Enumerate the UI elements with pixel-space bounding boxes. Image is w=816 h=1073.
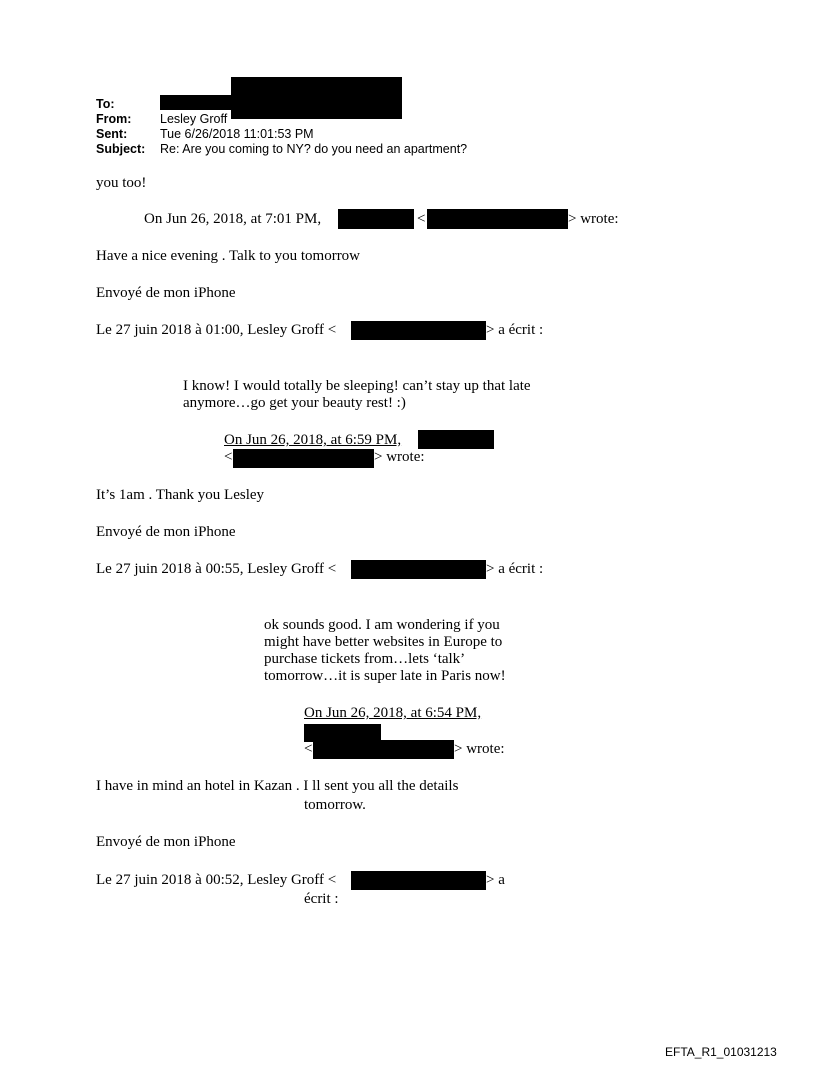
redaction-box (427, 209, 568, 229)
quoted-text: tomorrow…it is super late in Paris now! (264, 668, 506, 684)
quoted-text: anymore…go get your beauty rest! :) (183, 395, 406, 411)
quote-header-suffix: > wrote: (374, 449, 425, 465)
quote-header-suffix: > wrote: (568, 211, 619, 227)
quoted-text: might have better websites in Europe to (264, 634, 503, 650)
redaction-box (231, 77, 402, 119)
quote-header-suffix: > a écrit : (486, 561, 544, 577)
quote-header: Le 27 juin 2018 à 00:55, Lesley Groff < (96, 561, 337, 577)
quoted-text: purchase tickets from…lets ‘talk’ (264, 651, 466, 667)
redaction-box (233, 449, 374, 468)
sent-value: Tue 6/26/2018 11:01:53 PM (160, 127, 314, 141)
quote-header: Le 27 juin 2018 à 01:00, Lesley Groff < (96, 322, 337, 338)
quoted-text: I know! I would totally be sleeping! can’t stay up that late (183, 378, 531, 394)
message-text: tomorrow. (304, 797, 366, 813)
reply-text: you too! (96, 175, 147, 191)
sent-label: Sent: (96, 127, 128, 141)
quote-header-lt: < (304, 741, 313, 757)
quote-header-continued: écrit : (304, 891, 339, 907)
redaction-box (160, 95, 240, 110)
from-label: From: (96, 112, 132, 126)
quote-header-suffix: > wrote: (454, 741, 505, 757)
quote-header: Le 27 juin 2018 à 00:52, Lesley Groff < (96, 872, 337, 888)
redaction-box (313, 740, 454, 759)
to-label: To: (96, 97, 115, 111)
redaction-box (351, 560, 486, 579)
quote-header: On Jun 26, 2018, at 7:01 PM, (144, 211, 322, 227)
quote-header-suffix: > a (486, 872, 505, 888)
quote-header-lt: < (224, 449, 233, 465)
subject-label: Subject: (96, 142, 146, 156)
message-text: Have a nice evening . Talk to you tomorrow (96, 248, 361, 264)
signature: Envoyé de mon iPhone (96, 285, 236, 301)
signature: Envoyé de mon iPhone (96, 834, 236, 850)
signature: Envoyé de mon iPhone (96, 524, 236, 540)
from-value: Lesley Groff (160, 112, 228, 126)
quote-header: On Jun 26, 2018, at 6:59 PM, (224, 432, 402, 448)
quote-header: On Jun 26, 2018, at 6:54 PM, (304, 705, 482, 721)
redaction-box (351, 321, 486, 340)
redaction-box (351, 871, 486, 890)
message-text: It’s 1am . Thank you Lesley (96, 487, 265, 503)
message-text: I have in mind an hotel in Kazan . I ll sent you all the details (96, 778, 459, 794)
quote-header-suffix: > a écrit : (486, 322, 544, 338)
quote-header-lt: < (417, 211, 426, 227)
subject-value: Re: Are you coming to NY? do you need an apartment? (160, 142, 468, 156)
redaction-box (338, 209, 414, 229)
document-id: EFTA_R1_01031213 (665, 1045, 777, 1059)
quoted-text: ok sounds good. I am wondering if you (264, 617, 500, 633)
redaction-box (418, 430, 494, 449)
